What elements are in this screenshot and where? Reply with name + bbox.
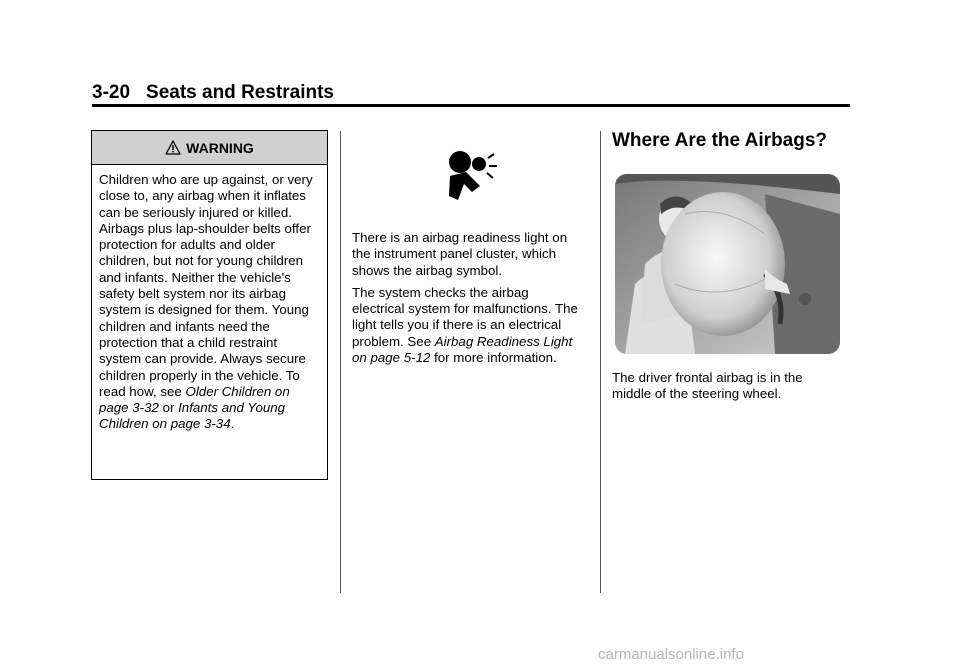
para2-end: for more information.: [430, 350, 557, 366]
warning-text: Children who are up against, or very close to, any airbag when it inflates can be seriously injured or killed. Airbags plus lap-shoulder belts offer protection for adults and older children, but not for young children and infants. Neither the vehicle's safety belt system nor its airbag system is designed for them. Young children and infants need the protection that a child restraint system can provide. Always secure children properly in the vehicle. To read how, see: [99, 172, 313, 399]
airbag-symbol-icon: [444, 150, 500, 202]
warning-end: .: [230, 416, 235, 432]
page-number: 3-20: [92, 82, 131, 103]
driver-airbag-illustration: [615, 174, 840, 354]
warning-title: WARNING: [186, 139, 254, 156]
warning-triangle-icon: [165, 140, 181, 155]
warning-body: [92, 165, 327, 433]
warning-header: [92, 131, 327, 165]
airbag-caption: The driver frontal airbag is in the middle of the steering wheel.: [612, 370, 803, 402]
warning-join: or: [158, 400, 179, 416]
airbag-light-text: [352, 230, 580, 372]
readiness-light-link[interactable]: Airbag Readiness Light on page 5-12: [352, 333, 573, 366]
older-children-link[interactable]: Older Children on page 3-32: [99, 383, 290, 416]
airbags-heading: Where Are the Airbags?: [612, 130, 828, 151]
page-header: [92, 82, 850, 104]
infants-link[interactable]: Infants and Young Children on page 3-34: [99, 400, 286, 432]
watermark: carmanualsonline.info: [598, 646, 744, 663]
section-title: Seats and Restraints: [146, 82, 334, 103]
header-rule: [92, 104, 850, 107]
warning-box: [91, 130, 328, 480]
column-divider-1: [340, 131, 341, 593]
column-divider-2: [600, 131, 601, 593]
airbag-light-para1: There is an airbag readiness light on the instrument panel cluster, which shows the airbag symbol.: [352, 230, 568, 278]
airbag-light-para2: [352, 285, 580, 366]
para2-text: The system checks the airbag electrical system for malfunctions. The light tells you if there is an electrical problem. See: [352, 284, 578, 349]
